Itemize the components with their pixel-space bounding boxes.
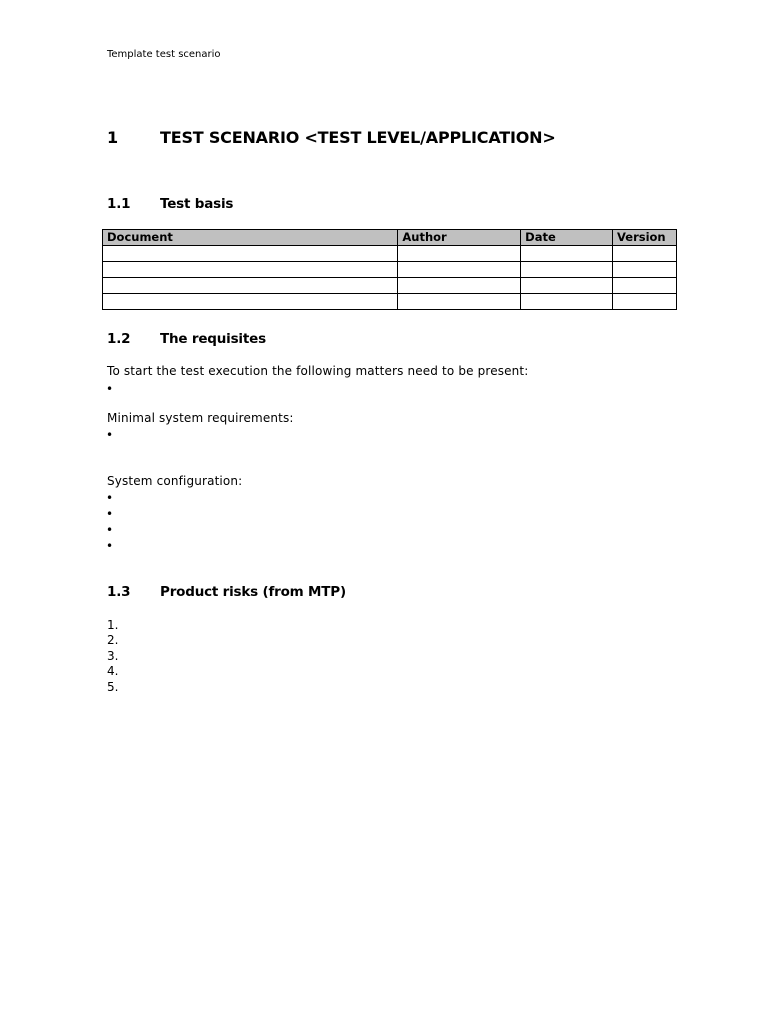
numbered-list-item: 1.: [107, 618, 119, 632]
table-cell: [398, 246, 521, 262]
heading-test-basis: [107, 196, 233, 212]
table-cell: [613, 294, 677, 310]
bullet-item: •: [106, 539, 114, 553]
heading-requisites: [107, 331, 266, 347]
table-cell: [103, 246, 398, 262]
table-cell: [103, 262, 398, 278]
heading-test-scenario: [107, 128, 556, 147]
table-cell: [103, 278, 398, 294]
table-cell: [398, 294, 521, 310]
table-cell: [521, 246, 613, 262]
requisites-start-text: To start the test execution the following matters need to be present:: [107, 364, 529, 378]
bullet-item: •: [106, 382, 114, 396]
heading-title: The requisites: [160, 331, 266, 347]
table-row: [103, 246, 677, 262]
table-row: [103, 278, 677, 294]
numbered-list-item: 3.: [107, 649, 119, 663]
table-cell: [521, 262, 613, 278]
table-cell: [613, 246, 677, 262]
table-row: [103, 262, 677, 278]
table-cell: [613, 262, 677, 278]
table-cell: [521, 294, 613, 310]
numbered-list-item: 2.: [107, 633, 119, 647]
heading-number: 1: [107, 128, 118, 147]
bullet-item: •: [106, 428, 114, 442]
table-cell: [398, 278, 521, 294]
bullet-item: •: [106, 491, 114, 505]
table-row: [103, 294, 677, 310]
column-header-document: Document: [103, 230, 398, 246]
heading-title: TEST SCENARIO <TEST LEVEL/APPLICATION>: [160, 128, 556, 147]
column-header-version: Version: [613, 230, 677, 246]
heading-product-risks: [107, 584, 346, 600]
test-basis-table: [102, 229, 677, 310]
table-header-row: [103, 230, 677, 246]
minimal-requirements-text: Minimal system requirements:: [107, 411, 294, 425]
heading-title: Test basis: [160, 196, 234, 212]
system-configuration-text: System configuration:: [107, 474, 243, 488]
table-cell: [521, 278, 613, 294]
table-cell: [398, 262, 521, 278]
column-header-date: Date: [521, 230, 613, 246]
numbered-list-item: 4.: [107, 664, 119, 678]
heading-number: 1.3: [107, 584, 131, 600]
bullet-item: •: [106, 523, 114, 537]
numbered-list-item: 5.: [107, 680, 119, 694]
bullet-item: •: [106, 507, 114, 521]
table-cell: [613, 278, 677, 294]
heading-title: Product risks (from MTP): [160, 584, 346, 600]
heading-number: 1.1: [107, 196, 131, 212]
column-header-author: Author: [398, 230, 521, 246]
table-cell: [103, 294, 398, 310]
heading-number: 1.2: [107, 331, 131, 347]
running-header: Template test scenario: [107, 49, 221, 60]
